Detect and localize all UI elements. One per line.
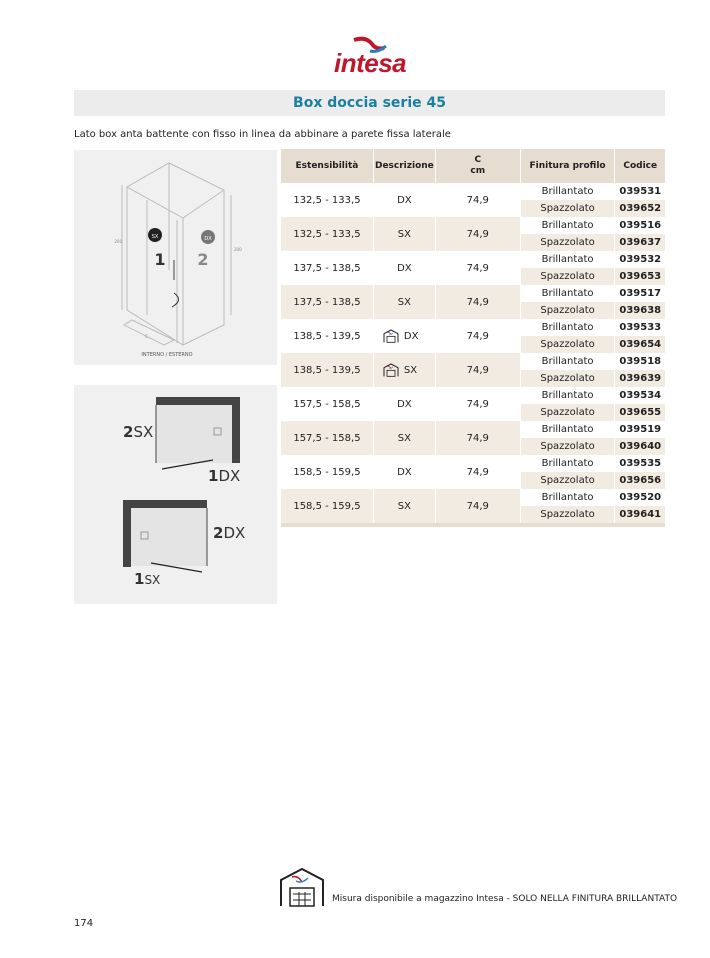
cell-estensibilita: 132,5 - 133,5	[281, 217, 374, 251]
cell-finitura: Brillantato	[520, 353, 615, 370]
cell-c: 74,9	[435, 251, 520, 285]
cell-finitura: Spazzolato	[520, 200, 615, 217]
table-row	[281, 319, 666, 336]
plan-top-right-label: DX	[218, 467, 241, 485]
cell-c: 74,9	[435, 421, 520, 455]
cell-codice: 039535	[615, 455, 665, 472]
cell-estensibilita: 138,5 - 139,5	[281, 319, 374, 353]
cell-codice: 039641	[615, 506, 665, 523]
table-end-rule	[281, 523, 666, 527]
cell-descrizione: DX	[373, 183, 435, 217]
cell-finitura: Brillantato	[520, 217, 615, 234]
svg-text:2SX	[123, 423, 153, 441]
cell-codice: 039533	[615, 319, 665, 336]
door-number-1: 1	[154, 250, 166, 269]
cell-c: 74,9	[435, 217, 520, 251]
warehouse-icon	[278, 866, 326, 908]
legend-text: Misura disponibile a magazzino Intesa - SOLO NELLA FINITURA BRILLANTATO	[332, 894, 678, 904]
plan-view-diagram	[74, 385, 277, 604]
cell-codice: 039640	[615, 438, 665, 455]
header-finitura: Finitura profilo	[520, 149, 615, 183]
logo-text: intesa	[334, 48, 407, 78]
page-title: Box doccia serie 45	[74, 90, 665, 116]
cell-estensibilita: 132,5 - 133,5	[281, 183, 374, 217]
cell-finitura: Brillantato	[520, 251, 615, 268]
svg-text:1DX	[208, 467, 240, 485]
cell-finitura: Spazzolato	[520, 506, 615, 523]
cell-estensibilita: 137,5 - 138,5	[281, 285, 374, 319]
cell-codice: 039517	[615, 285, 665, 302]
svg-text:1SX	[134, 570, 160, 588]
table-row	[281, 353, 666, 370]
cell-finitura: Spazzolato	[520, 404, 615, 421]
cell-finitura: Brillantato	[520, 455, 615, 472]
cell-descrizione: SX	[373, 353, 435, 387]
cell-c: 74,9	[435, 319, 520, 353]
height-label-left: 200	[114, 239, 122, 244]
cell-codice: 039532	[615, 251, 665, 268]
cell-c: 74,9	[435, 387, 520, 421]
plan-bottom-right-num: 2	[213, 524, 224, 542]
cell-descrizione: SX	[373, 421, 435, 455]
cell-descrizione: SX	[373, 217, 435, 251]
cell-codice: 039656	[615, 472, 665, 489]
cell-c: 74,9	[435, 353, 520, 387]
cell-codice: 039516	[615, 217, 665, 234]
cell-finitura: Spazzolato	[520, 268, 615, 285]
width-label: C	[145, 334, 148, 339]
table-row	[281, 421, 666, 438]
cell-codice: 039520	[615, 489, 665, 506]
cell-c: 74,9	[435, 183, 520, 217]
intesa-logo	[320, 34, 420, 82]
plan-bottom-right-label: DX	[223, 524, 246, 542]
cell-descrizione: DX	[373, 319, 435, 353]
page-number: 174	[74, 918, 94, 929]
table-row	[281, 455, 666, 472]
table-row	[281, 387, 666, 404]
plan-top-left-num: 2	[123, 423, 134, 441]
cell-finitura: Brillantato	[520, 489, 615, 506]
table-row	[281, 489, 666, 506]
product-table	[280, 149, 665, 527]
sx-label: SX	[151, 234, 159, 240]
cell-codice: 039654	[615, 336, 665, 353]
cell-finitura: Brillantato	[520, 183, 615, 200]
cell-finitura: Brillantato	[520, 285, 615, 302]
cell-codice: 039655	[615, 404, 665, 421]
cell-codice: 039534	[615, 387, 665, 404]
svg-text:2DX	[213, 524, 245, 542]
cell-descrizione: DX	[373, 455, 435, 489]
header-descrizione: Descrizione	[373, 149, 435, 183]
cell-finitura: Spazzolato	[520, 302, 615, 319]
cell-finitura: Spazzolato	[520, 234, 615, 251]
cell-finitura: Brillantato	[520, 387, 615, 404]
cell-finitura: Spazzolato	[520, 336, 615, 353]
table-row	[281, 251, 666, 268]
page-subtitle: Lato box anta battente con fisso in linea da abbinare a parete fissa laterale	[74, 129, 451, 140]
cell-codice: 039637	[615, 234, 665, 251]
cell-descrizione: DX	[373, 387, 435, 421]
plan-bottom-left-num: 1	[134, 570, 145, 588]
cell-finitura: Spazzolato	[520, 438, 615, 455]
cell-codice: 039638	[615, 302, 665, 319]
shower-3d-diagram	[74, 150, 277, 365]
cell-descrizione: DX	[373, 251, 435, 285]
header-estensibilita: Estensibilità	[281, 149, 374, 183]
cell-codice: 039518	[615, 353, 665, 370]
cell-codice: 039519	[615, 421, 665, 438]
header-codice: Codice	[615, 149, 665, 183]
cell-finitura: Brillantato	[520, 319, 615, 336]
table-row	[281, 183, 666, 200]
cell-c: 74,9	[435, 489, 520, 523]
cell-c: 74,9	[435, 285, 520, 319]
diagram-caption: INTERNO / ESTERNO	[141, 352, 193, 358]
cell-finitura: Spazzolato	[520, 370, 615, 387]
plan-top-left-label: SX	[133, 423, 154, 441]
cell-finitura: Brillantato	[520, 421, 615, 438]
cell-estensibilita: 157,5 - 158,5	[281, 387, 374, 421]
warehouse-icon	[382, 363, 400, 377]
cell-codice: 039652	[615, 200, 665, 217]
cell-finitura: Spazzolato	[520, 472, 615, 489]
height-label-right: 200	[234, 247, 242, 252]
plan-top-right-num: 1	[208, 467, 219, 485]
cell-codice: 039531	[615, 183, 665, 200]
legend	[278, 866, 678, 908]
table-row	[281, 217, 666, 234]
cell-codice: 039639	[615, 370, 665, 387]
door-number-2: 2	[197, 250, 209, 269]
warehouse-icon	[382, 329, 400, 343]
dx-label: DX	[204, 236, 212, 242]
cell-codice: 039653	[615, 268, 665, 285]
cell-descrizione: SX	[373, 489, 435, 523]
cell-estensibilita: 137,5 - 138,5	[281, 251, 374, 285]
cell-estensibilita: 158,5 - 159,5	[281, 489, 374, 523]
plan-bottom-left-label: SX	[144, 573, 161, 587]
header-c: C cm	[435, 149, 520, 183]
cell-c: 74,9	[435, 455, 520, 489]
cell-estensibilita: 158,5 - 159,5	[281, 455, 374, 489]
cell-estensibilita: 157,5 - 158,5	[281, 421, 374, 455]
cell-descrizione: SX	[373, 285, 435, 319]
table-row	[281, 285, 666, 302]
cell-estensibilita: 138,5 - 139,5	[281, 353, 374, 387]
